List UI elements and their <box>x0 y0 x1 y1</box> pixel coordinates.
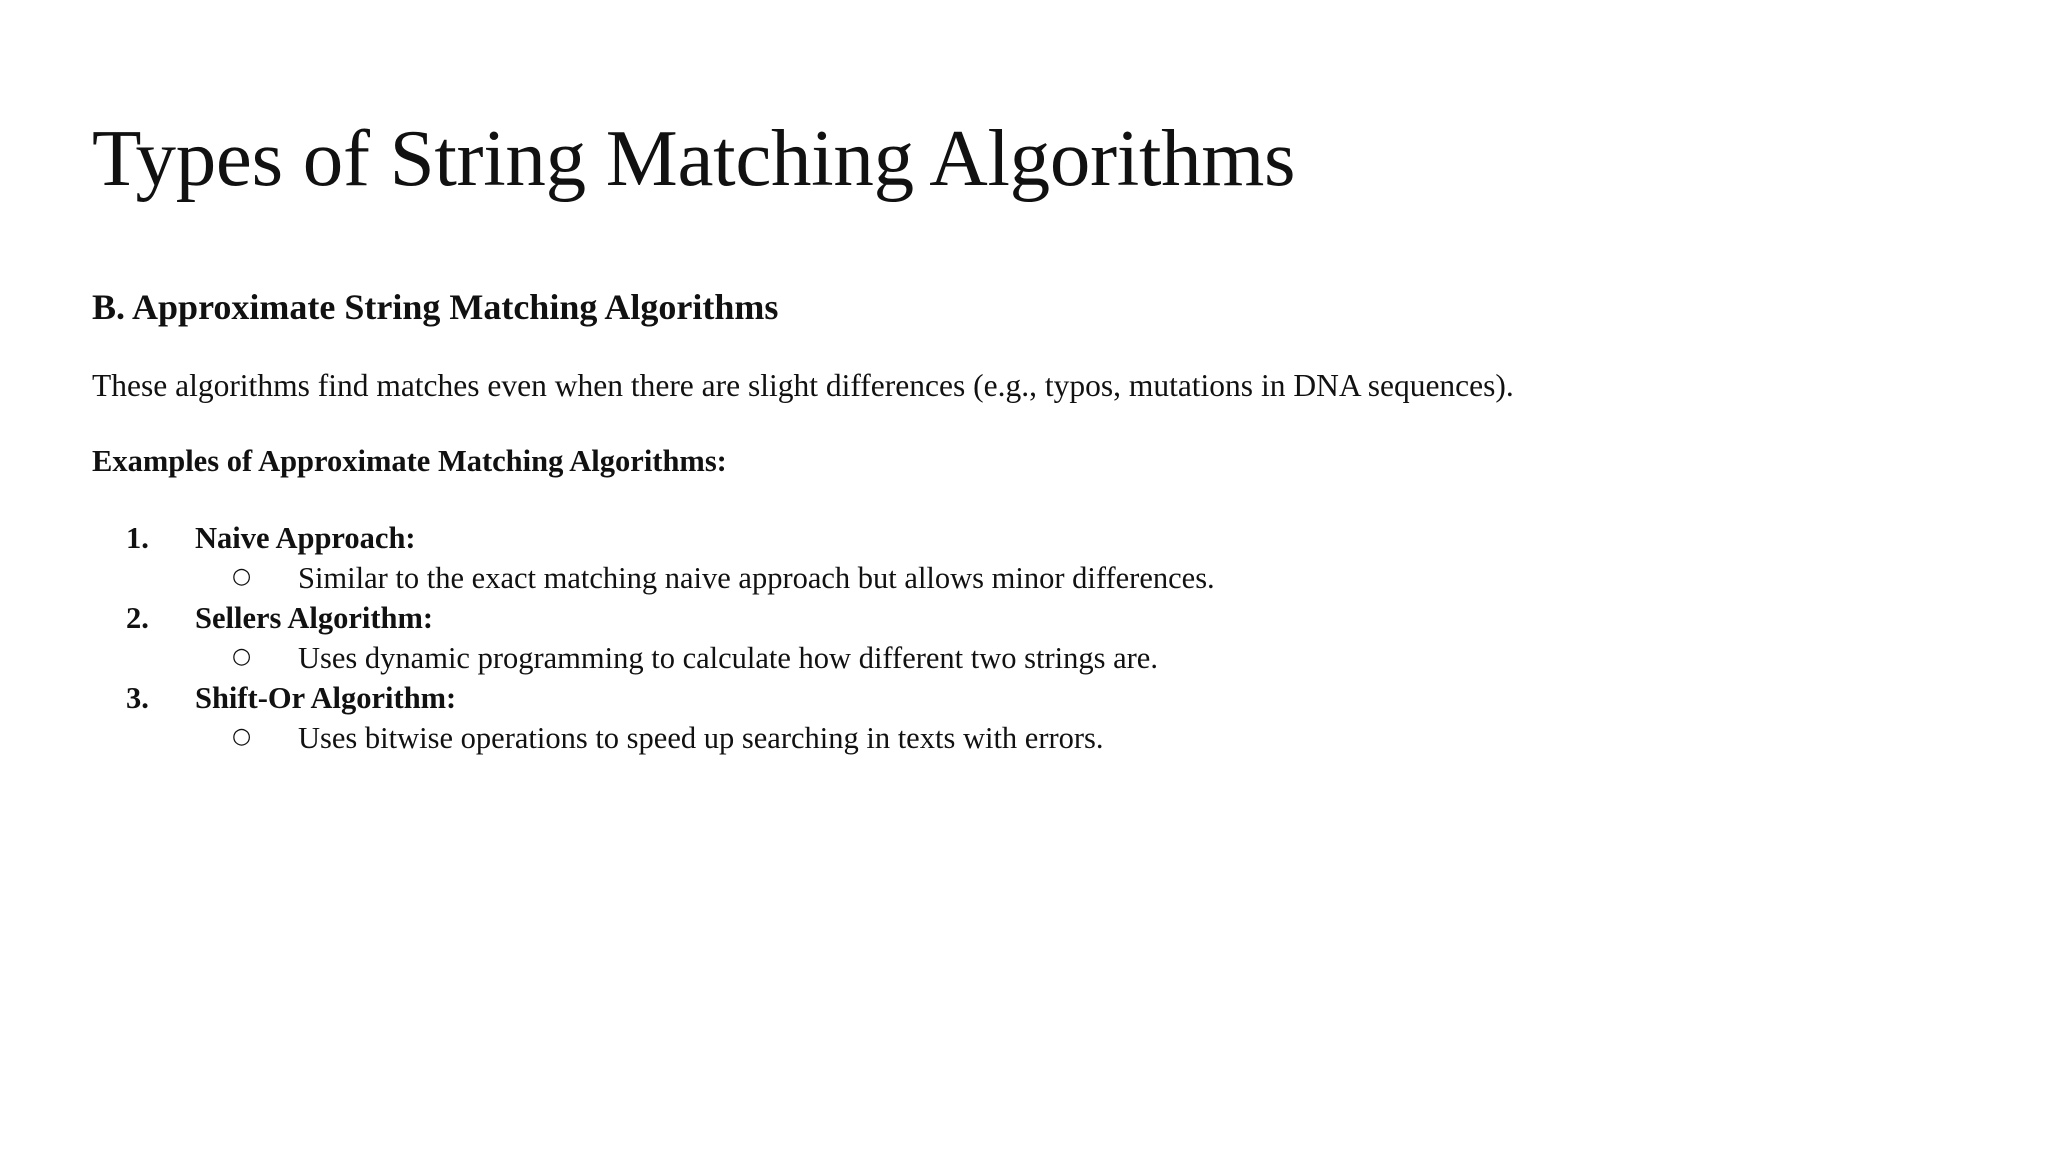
list-item <box>92 518 1792 558</box>
sub-list-item <box>92 558 1792 598</box>
intro-paragraph: These algorithms find matches even when there are slight differences (e.g., typos, mutations in DNA sequences). <box>92 368 1514 403</box>
circle-bullet-icon: ○ <box>232 644 252 669</box>
circle-bullet-icon: ○ <box>232 724 252 749</box>
item-number: 1. <box>126 521 149 555</box>
sub-list-item <box>92 718 1792 758</box>
item-name: Naive Approach: <box>195 521 416 555</box>
slide-title: Types of String Matching Algorithms <box>92 113 1296 203</box>
circle-bullet-icon: ○ <box>232 564 252 589</box>
item-name: Shift-Or Algorithm: <box>195 681 457 715</box>
item-name: Sellers Algorithm: <box>195 601 434 635</box>
section-heading: B. Approximate String Matching Algorithms <box>92 287 779 327</box>
list-item <box>92 598 1792 638</box>
item-number: 3. <box>126 681 149 715</box>
examples-heading: Examples of Approximate Matching Algorithms: <box>92 444 727 478</box>
item-number: 2. <box>126 601 149 635</box>
list-item <box>92 678 1792 718</box>
item-detail: Similar to the exact matching naive approach but allows minor differences. <box>298 561 1215 595</box>
item-detail: Uses dynamic programming to calculate how different two strings are. <box>298 641 1158 675</box>
item-detail: Uses bitwise operations to speed up searching in texts with errors. <box>298 721 1104 755</box>
algorithm-list <box>92 518 1792 758</box>
sub-list-item <box>92 638 1792 678</box>
